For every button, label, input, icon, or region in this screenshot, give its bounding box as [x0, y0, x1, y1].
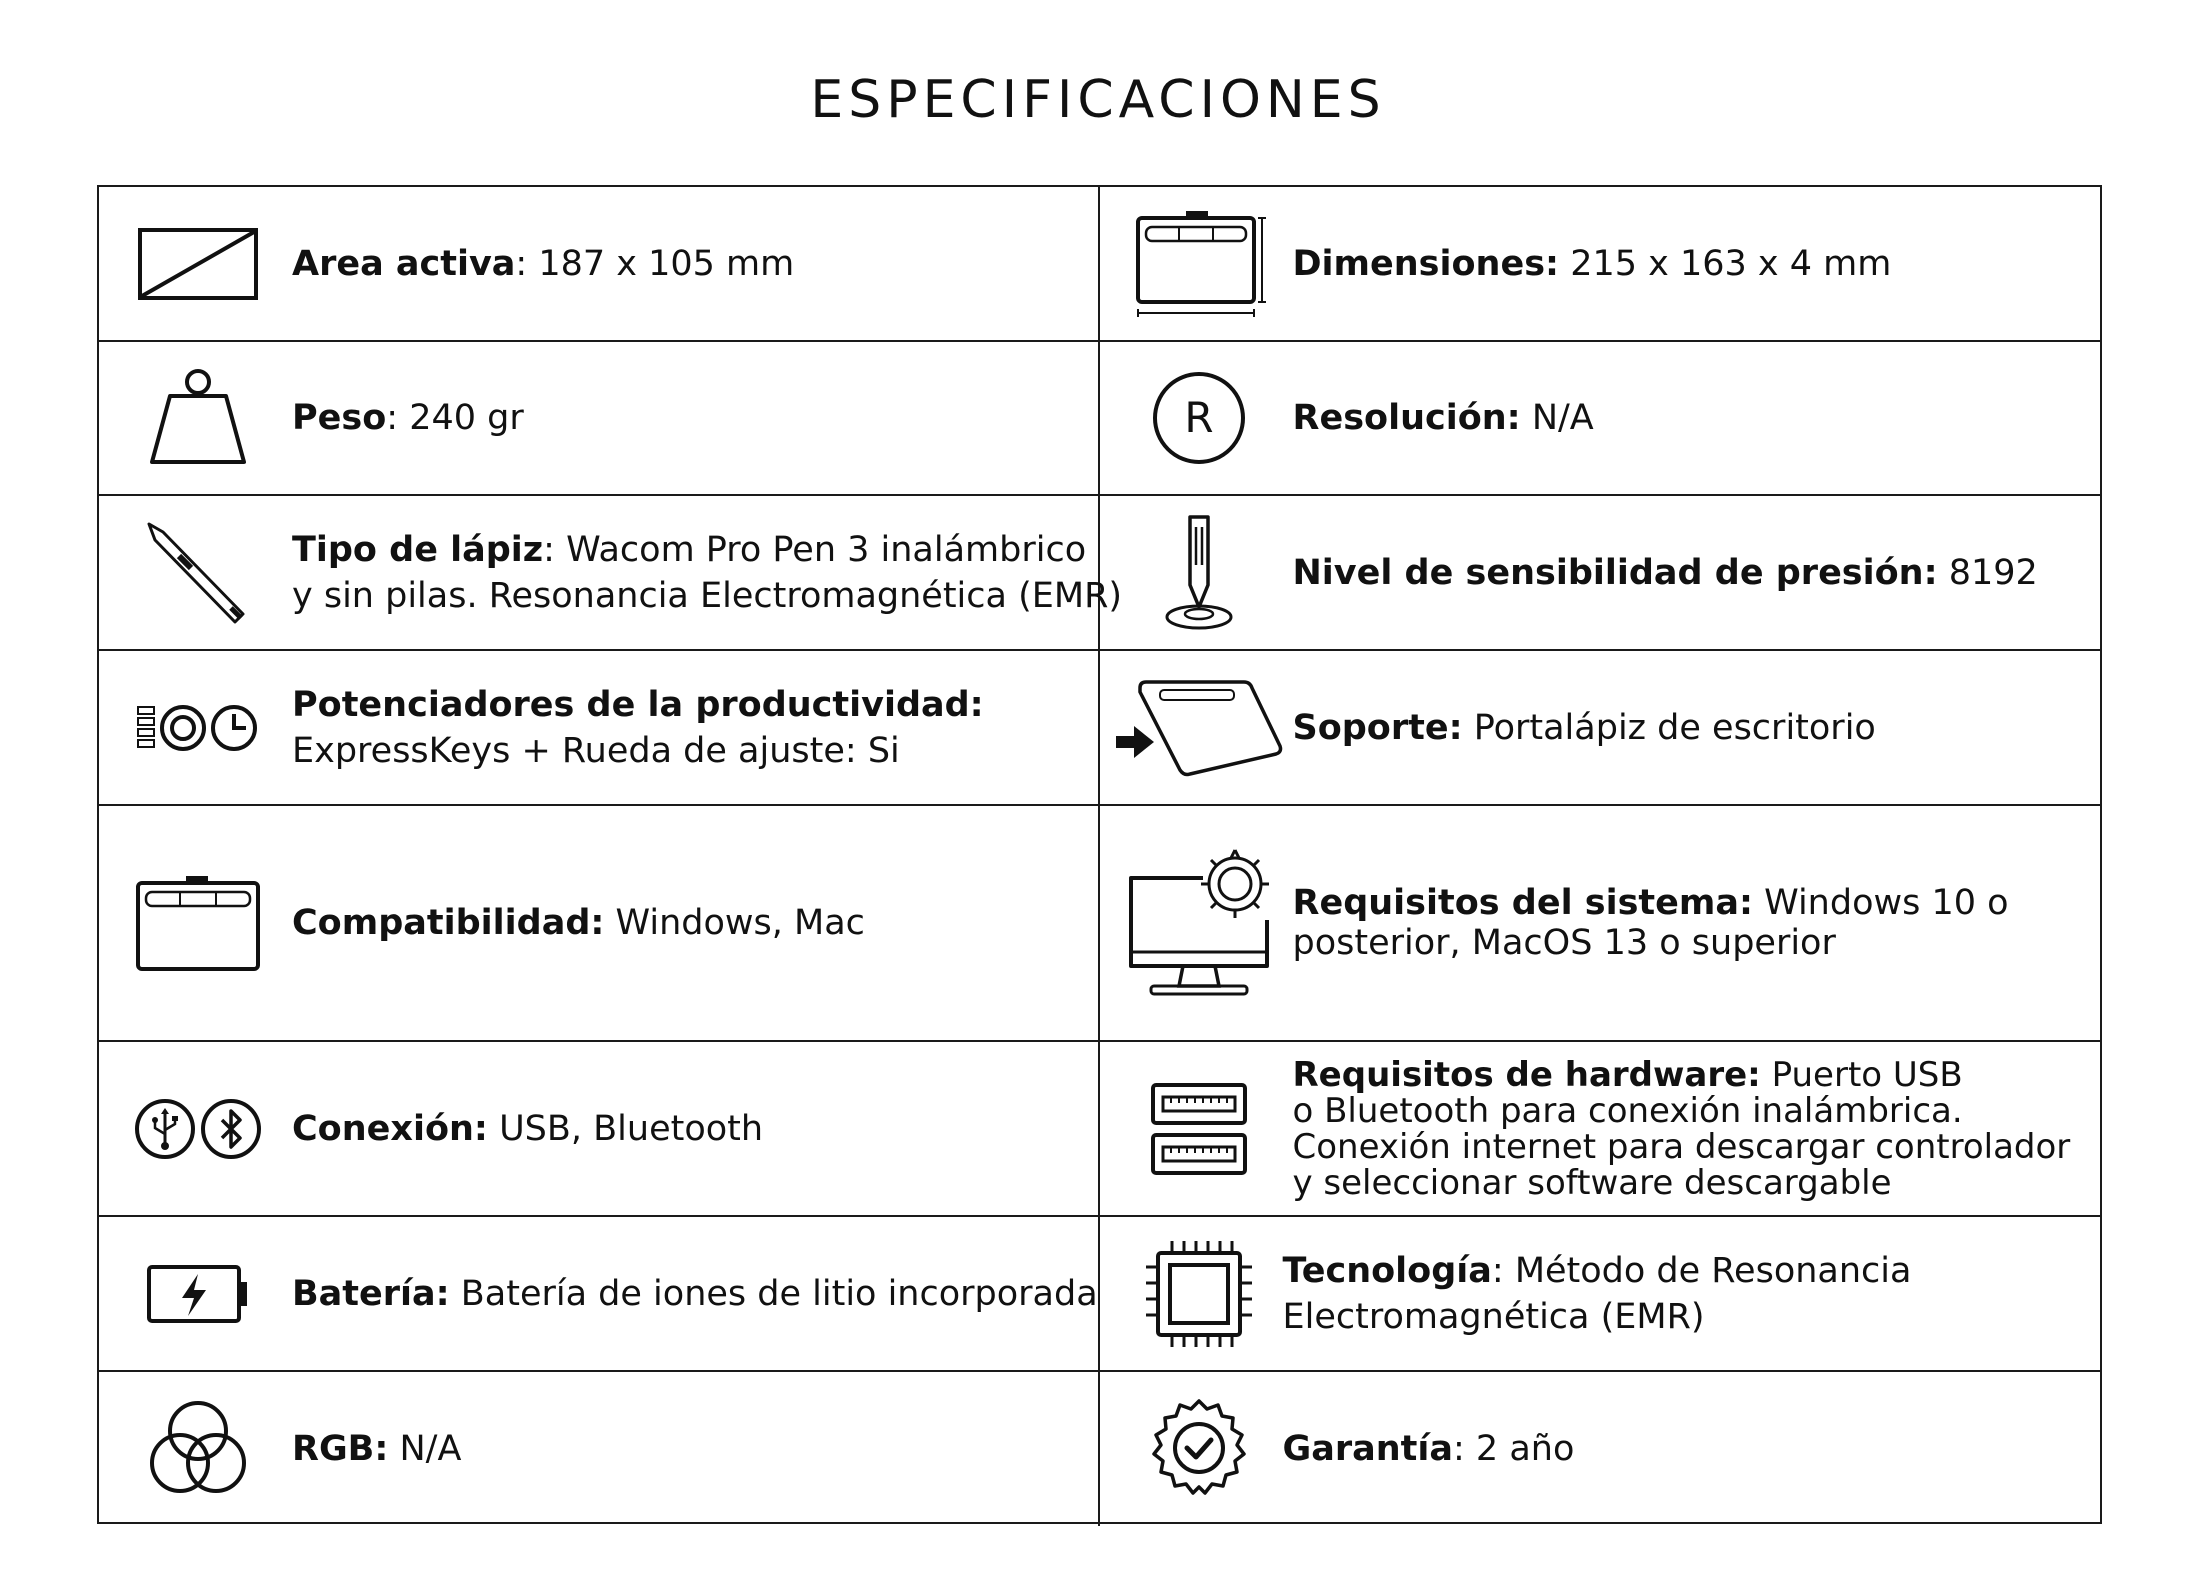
spec-text — [292, 241, 1078, 287]
spec-value: N/A — [1531, 398, 1594, 438]
spec-label: Tecnología — [1282, 1250, 1492, 1291]
tablet-icon — [133, 858, 263, 988]
spec-cell-rgb — [99, 1372, 1100, 1526]
spec-value: 187 x 105 mm — [538, 243, 795, 284]
spec-label: Tipo de lápiz — [292, 529, 544, 570]
dimensions-icon — [1134, 199, 1264, 329]
spec-cell-active-area — [99, 187, 1100, 342]
spec-cell-compatibility — [99, 806, 1100, 1042]
spec-separator: : — [1491, 1250, 1515, 1291]
spec-label: Conexión: — [292, 1108, 488, 1149]
spec-label: Area activa — [292, 243, 516, 284]
spec-cell-technology — [1100, 1217, 2101, 1372]
spec-text — [292, 682, 1078, 774]
spec-text — [1283, 1248, 2081, 1340]
spec-value: Método de Resonancia — [1514, 1250, 1912, 1291]
spec-cell-weight — [99, 342, 1100, 496]
spec-separator: : — [386, 398, 410, 438]
spec-label: Soporte: — [1292, 707, 1463, 748]
spec-cell-stand — [1100, 651, 2101, 806]
spec-value-line2: o Bluetooth para conexión inalámbrica. — [1292, 1090, 1963, 1131]
page-title: ESPECIFICACIONES — [810, 70, 1386, 130]
spec-text — [292, 395, 1078, 441]
bluetooth-icon — [203, 1101, 259, 1157]
spec-separator — [1761, 1055, 1772, 1095]
spec-text — [292, 1106, 1078, 1152]
spec-value-line2: y sin pilas. Resonancia Electromagnética (EMR) — [292, 575, 1123, 616]
spec-label: Nivel de sensibilidad de presión: — [1292, 552, 1938, 593]
spec-value-line4: y seleccionar software descargable — [1292, 1162, 1892, 1203]
spec-text — [1293, 883, 2081, 963]
usb-icon — [137, 1101, 193, 1157]
spec-cell-pressure — [1100, 496, 2101, 651]
spec-value: Windows, Mac — [615, 903, 865, 943]
spec-cell-productivity — [99, 651, 1100, 806]
spec-cell-system-requirements — [1100, 806, 2101, 1042]
spec-text — [1283, 1426, 2081, 1472]
spec-label: RGB: — [292, 1429, 389, 1469]
spec-value: 240 gr — [409, 398, 524, 438]
spec-label: Compatibilidad: — [292, 903, 605, 943]
spec-separator — [1559, 244, 1570, 284]
spec-value-line3: Conexión internet para descargar controlador — [1292, 1126, 2071, 1167]
connection-icon — [133, 1064, 263, 1194]
pressure-icon — [1134, 508, 1264, 638]
spec-value: USB, Bluetooth — [499, 1108, 764, 1149]
spec-value: 215 x 163 x 4 mm — [1570, 243, 1892, 284]
spec-text — [292, 1426, 1078, 1472]
spec-label: Batería: — [292, 1273, 450, 1314]
spec-separator — [1938, 553, 1949, 593]
spec-cell-hardware — [1100, 1042, 2101, 1217]
spec-cell-resolution — [1100, 342, 2101, 496]
spec-value: Windows 10 o — [1764, 883, 2009, 923]
spec-value-line2: ExpressKeys + Rueda de ajuste: Si — [292, 730, 900, 771]
spec-separator — [604, 903, 615, 943]
hardware-icon — [1134, 1064, 1264, 1194]
productivity-icon — [133, 663, 263, 793]
spec-value-line2: Electromagnética (EMR) — [1282, 1296, 1705, 1337]
resolution-icon — [1134, 353, 1264, 483]
spec-text — [292, 900, 1078, 946]
spec-text — [292, 527, 1123, 619]
rgb-icon — [133, 1384, 263, 1514]
spec-cell-battery — [99, 1217, 1100, 1372]
spec-separator — [1463, 708, 1474, 748]
chip-icon — [1134, 1229, 1264, 1359]
spec-separator — [1753, 883, 1764, 923]
spec-value: 2 año — [1475, 1429, 1575, 1469]
spec-label: Garantía — [1282, 1429, 1453, 1469]
spec-separator — [450, 1274, 461, 1314]
spec-separator — [488, 1109, 499, 1149]
spec-table — [97, 185, 2102, 1524]
spec-separator — [1521, 398, 1532, 438]
weight-icon — [133, 353, 263, 483]
spec-separator: : — [1453, 1429, 1476, 1469]
spec-cell-dimensions — [1100, 187, 2101, 342]
spec-value: Puerto USB — [1771, 1054, 1963, 1095]
spec-label: Requisitos de hardware: — [1292, 1054, 1761, 1095]
spec-separator: : — [543, 529, 567, 570]
spec-text — [292, 1271, 1098, 1317]
spec-value: Batería de iones de litio incorporada — [460, 1273, 1098, 1314]
spec-text — [1292, 1054, 2081, 1203]
spec-cell-connection — [99, 1042, 1100, 1217]
spec-value: N/A — [399, 1429, 462, 1469]
spec-label: Peso — [292, 398, 387, 438]
spec-text — [1293, 241, 2081, 287]
spec-text — [1293, 705, 2081, 751]
spec-text — [1293, 550, 2081, 596]
spec-label: Potenciadores de la productividad: — [292, 684, 984, 725]
warranty-icon — [1134, 1384, 1264, 1514]
spec-value: Wacom Pro Pen 3 inalámbrico — [566, 529, 1087, 570]
spec-label: Requisitos del sistema: — [1292, 883, 1753, 923]
spec-label: Resolución: — [1292, 398, 1521, 438]
spec-label: Dimensiones: — [1292, 243, 1560, 284]
spec-value: Portalápiz de escritorio — [1473, 707, 1876, 748]
spec-cell-warranty — [1100, 1372, 2101, 1526]
spec-separator: : — [515, 243, 539, 284]
battery-icon — [133, 1229, 263, 1359]
system-requirements-icon — [1134, 843, 1264, 1003]
stand-icon — [1134, 663, 1264, 793]
spec-text — [1293, 395, 2081, 441]
spec-value-line2: posterior, MacOS 13 o superior — [1292, 923, 1836, 963]
spec-cell-pen — [99, 496, 1123, 651]
active-area-icon — [133, 199, 263, 329]
pen-icon — [133, 508, 263, 638]
spec-value: 8192 — [1948, 552, 2038, 593]
spec-separator — [388, 1429, 399, 1469]
svg-text:R: R — [1183, 393, 1214, 442]
